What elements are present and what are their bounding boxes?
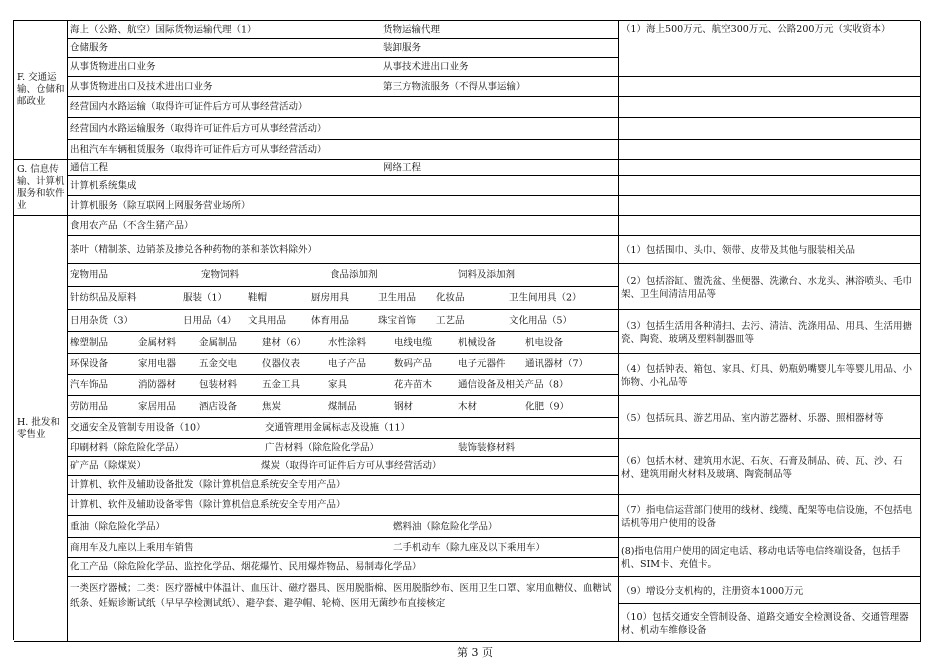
license-scope-table [13,20,920,640]
page-number: 第 3 页 [457,646,493,659]
scope-item: 建材（6） [262,337,307,348]
scope-item: 消防器材 [138,379,177,391]
scope-item: 货物运输代理 [383,24,441,35]
note-cell: （10）包括交通安全管制设备、道路交通安全检测设备、交通管理器材、机动车维修设备 [618,604,921,642]
note-cell: （3）包括生活用各种清扫、去污、清洁、洗涤用品、用具、生活用搪瓷、陶瓷、玻璃及塑料制器皿等 [618,310,921,354]
scope-item: 金属材料 [138,337,177,348]
note-cell: （5）包括玩具、游艺用品、室内游艺器材、乐器、照相器材等 [618,396,921,439]
note-cell-empty [618,77,921,97]
scope-item: 劳防用品 [70,401,109,412]
scope-item: 食品添加剂 [330,269,378,281]
scope-item: 从事货物进出口业务 [70,61,156,73]
scope-item: 食用农产品（不含生猪产品） [70,220,194,231]
scope-item: 第三方物流服务（不得从事运输） [383,81,526,92]
note-cell: （7）指电信运营部门使用的线材、线缆、配架等电信设施，不包括电话机等用户使用的设备 [618,495,921,538]
scope-item: 钢材 [394,401,414,412]
scope-item: 从事货物进出口及技术进出口业务 [70,81,213,92]
scope-item: 计算机系统集成 [70,180,137,191]
scope-item: 工艺品 [436,315,465,326]
scope-row [68,332,618,354]
scope-item: 化妆品 [436,292,465,304]
scope-row [68,354,618,375]
scope-row [68,77,618,97]
scope-row [68,21,618,39]
scope-row [68,396,618,418]
scope-row [68,160,618,176]
scope-item: 通信设备及相关产品（8） [458,379,569,391]
scope-row [68,39,618,58]
scope-item: 交通安全及管制专用设备（10） [70,422,206,434]
scope-item: 鞋帽 [248,292,268,304]
note-cell: (8)指电信用户使用的固定电话、移动电话等电信终端设备，包括手机、SIM卡、充值卡。 [618,538,921,577]
scope-item: 厨房用具 [311,292,350,304]
scope-item: 印刷材料（除危险化学品） [70,442,185,453]
scope-item: 体育用品 [311,315,350,326]
note-cell: （2）包括浴缸、盥洗盆、坐便器、洗漱台、水龙头、淋浴喷头、毛巾架、卫生间清洁用品等 [618,264,921,310]
scope-item: 从事技术进出口业务 [383,61,469,73]
scope-item: 通信工程 [70,162,109,173]
note-cell-empty [618,196,921,216]
scope-item: 出租汽车车辆租赁服务（取得许可证件后方可从事经营活动） [70,144,327,155]
scope-row [68,538,618,558]
scope-row [68,216,618,236]
scope-item: 海上（公路、航空）国际货物运输代理（1） [70,24,257,35]
scope-item: 家用电器 [138,358,177,370]
scope-row [68,196,618,216]
scope-item: 煤炭（取得许可证件后方可从事经营活动） [261,460,442,472]
scope-item: 燃料油（除危险化学品） [393,521,498,532]
scope-item: 服装（1） [183,292,228,304]
scope-item: 宠物用品 [70,269,109,281]
scope-row [68,418,618,439]
note-cell: （4）包括钟表、箱包、家具、灯具、奶瓶奶嘴婴儿车等婴儿用品、小饰物、小礼品等 [618,354,921,396]
scope-item: 商用车及九座以上乘用车销售 [70,542,194,553]
scope-row [68,264,618,287]
scope-item: 茶叶（精制茶、边销茶及掺兑各种药物的茶和茶饮料除外） [70,244,318,255]
note-cell-empty [618,216,921,236]
scope-item: 化工产品（除危险化学品、监控化学品、烟花爆竹、民用爆炸物品、易制毒化学品） [70,561,422,573]
scope-item: 电子产品 [328,358,367,370]
scope-item: 花卉苗木 [394,379,433,391]
scope-item: 饲料及添加剂 [458,269,516,281]
scope-item: 通讯器材（7） [525,358,589,370]
scope-row [68,516,618,538]
note-cell: （6）包括木材、建筑用水泥、石灰、石膏及制品、砖、瓦、沙、石材、建筑用耐火材料及玻璃、陶瓷制品等 [618,439,921,495]
scope-item: 水性涂料 [328,337,367,348]
category-h: H. 批发和零售业 [14,216,68,642]
scope-item: 日用杂货（3） [70,315,134,326]
scope-item: 一类医疗器械；二类：医疗器械中体温计、血压计、磁疗器具、医用脱脂棉、医用脱脂纱布、医用卫生口罩、家用血糖仪、血糖试纸条、妊娠诊断试纸（早早孕检测试纸）、避孕套、避孕帽、轮椅、医用无菌纱布直接核定 [70,583,612,609]
scope-item: 广告材料（除危险化学品） [265,442,380,453]
scope-item: 交通管理用金属标志及设施（11） [265,422,411,434]
scope-item: 五金工具 [262,379,301,391]
scope-item: 卫生用品 [378,292,417,304]
scope-item: 包装材料 [199,379,238,391]
scope-item: 电线电缆 [394,337,433,348]
note-cell-empty [618,97,921,118]
scope-item: 珠宝首饰 [378,315,417,326]
scope-item: 机械设备 [458,337,497,348]
scope-item: 仪器仪表 [262,358,301,370]
note-cell: （9）增设分支机构的，注册资本1000万元 [618,577,921,604]
scope-row [68,439,618,457]
scope-item: 金属制品 [199,337,238,348]
scope-item: 计算机服务（除互联网上网服务营业场所） [70,200,251,211]
note-cell-empty [618,160,921,176]
category-g: G. 信息传输、计算机服务和软件业 [14,160,68,216]
scope-item: 木材 [458,401,478,412]
scope-row [68,97,618,118]
scope-item: 二手机动车（除九座及以下乘用车） [393,542,546,553]
note-cell-empty [618,118,921,140]
note-cell: （1）海上500万元、航空300万元、公路200万元（实收资本） [618,21,921,77]
scope-item: 计算机、软件及辅助设备批发（除计算机信息系统安全专用产品） [70,479,346,491]
scope-row [68,310,618,332]
scope-row [68,495,618,516]
scope-item: 家具 [328,379,348,391]
scope-item: 酒店设备 [199,401,238,412]
scope-row [68,58,618,77]
note-cell: （1）包括围巾、头巾、领带、皮带及其他与服装相关品 [618,236,921,264]
scope-row [68,457,618,476]
category-f: F. 交通运输、仓储和邮政业 [14,21,68,160]
scope-item: 煤制品 [328,401,357,412]
scope-item: 数码产品 [394,358,433,370]
scope-row [68,287,618,310]
scope-item: 焦炭 [262,401,282,412]
scope-item: 重油（除危险化学品） [70,521,166,532]
scope-row [68,176,618,196]
scope-item: 经营国内水路运输（取得许可证件后方可从事经营活动） [70,101,308,113]
scope-item: 经营国内水路运输服务（取得许可证件后方可从事经营活动） [70,123,327,134]
scope-item: 五金交电 [199,358,238,370]
scope-item: 机电设备 [525,337,564,348]
note-cell-empty [618,176,921,196]
scope-item: 矿产品（除煤炭） [70,460,147,472]
scope-item: 仓储服务 [70,42,109,54]
scope-row [68,558,618,577]
scope-item: 网络工程 [383,162,422,173]
scope-item: 日用品（4） [183,315,237,326]
scope-item: 化肥（9） [525,401,570,412]
scope-item: 环保设备 [70,358,109,370]
scope-item: 宠物饲料 [201,269,240,281]
scope-item: 计算机、软件及辅助设备零售（除计算机信息系统安全专用产品） [70,499,346,511]
scope-item: 针纺织品及原料 [70,292,137,304]
note-cell-empty [618,140,921,160]
scope-item: 卫生间用具（2） [509,292,582,304]
scope-item: 装饰装修材料 [458,442,516,453]
scope-item: 电子元器件 [458,358,506,370]
scope-row [68,476,618,495]
scope-row [68,236,618,264]
scope-item: 家居用品 [138,401,177,412]
scope-item: 文化用品（5） [509,315,573,326]
scope-row [68,375,618,396]
scope-item: 汽车饰品 [70,379,109,391]
scope-item: 文具用品 [248,315,287,326]
scope-row [68,577,618,642]
scope-item: 装卸服务 [383,42,422,54]
scope-row [68,118,618,140]
scope-row [68,140,618,160]
scope-item: 橡塑制品 [70,337,109,348]
